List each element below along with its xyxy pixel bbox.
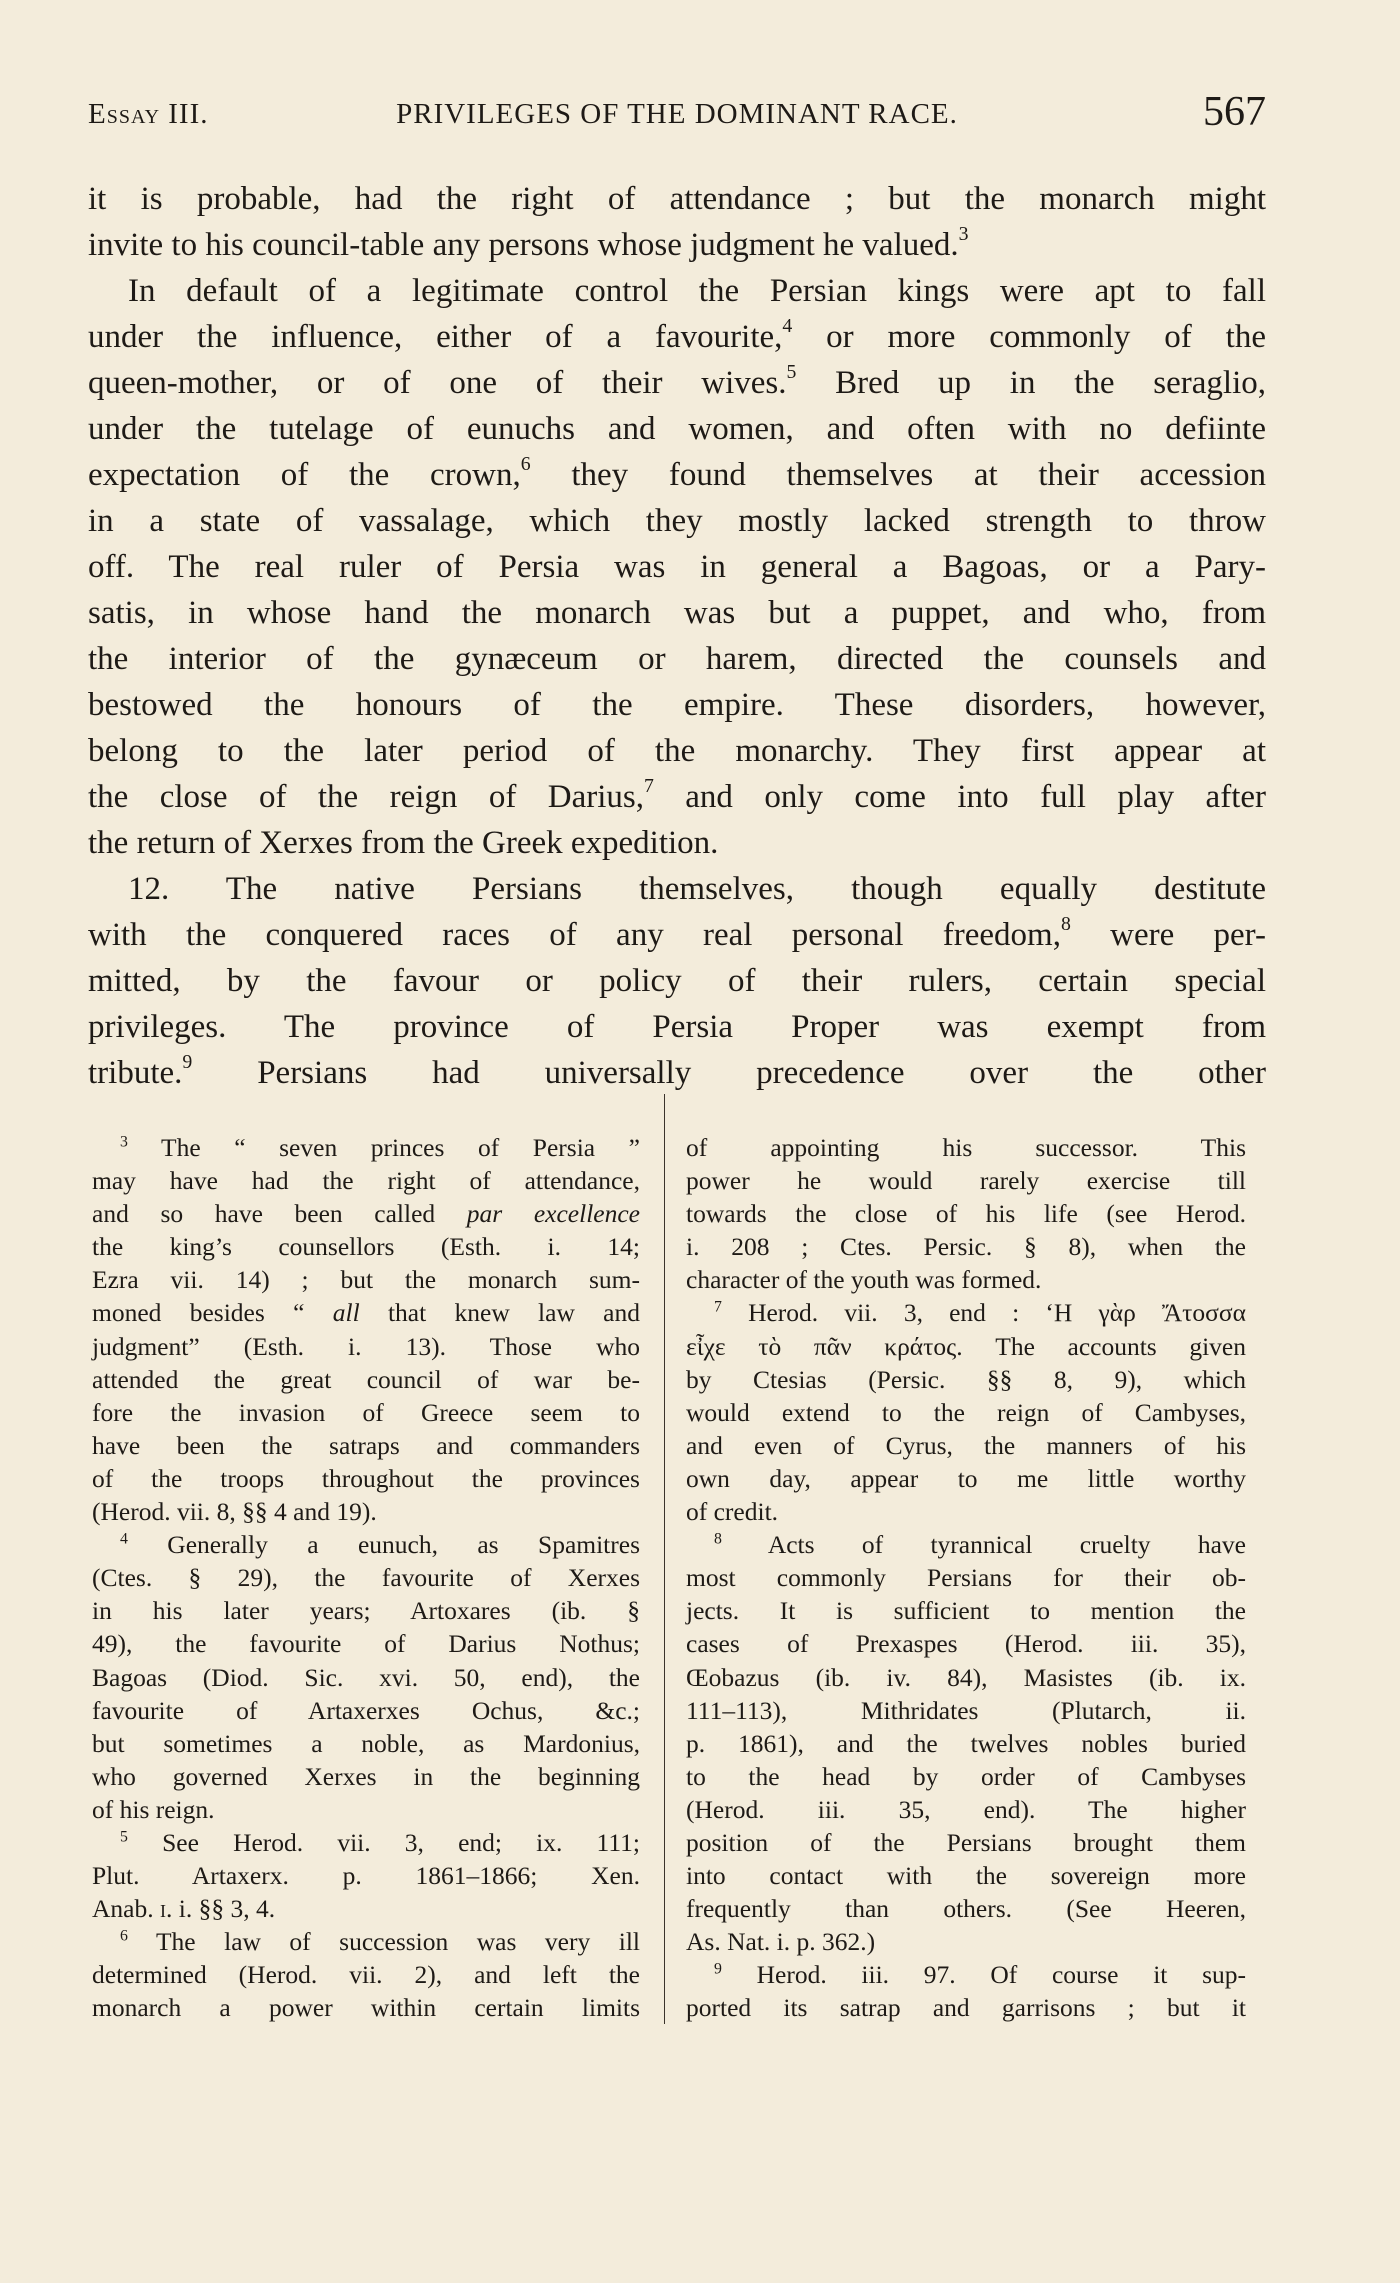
footnote-line: $^3$ The “ seven princes of Persia ”: [120, 1133, 640, 1162]
footnote-line: p. 1861), and the twelves nobles buried: [686, 1728, 1246, 1758]
body-line: 12. The native Persians themselves, though equally destitute: [128, 871, 1266, 907]
footnote-line: 49), the favourite of Darius Nothus;: [92, 1629, 640, 1659]
body-line: off. The real ruler of Persia was in general a Bagoas, or a Pary-: [88, 549, 1266, 585]
body-line: In default of a legitimate control the Persian kings were apt to fall: [128, 273, 1266, 309]
footnote-line: character of the youth was formed.: [686, 1265, 1042, 1295]
footnote-line: position of the Persians brought them: [686, 1827, 1246, 1857]
body-line: under the influence, either of a favourite,$^4$ or more commonly of the: [88, 315, 1266, 355]
body-line: queen-mother, or of one of their wives.$^5$ Bred up in the seraglio,: [88, 361, 1266, 401]
footnotes-left-column: [92, 1131, 640, 2025]
footnote-line: towards the close of his life (see Herod.: [686, 1199, 1246, 1229]
footnote-line: may have had the right of attendance,: [92, 1166, 640, 1196]
footnote-line: Plut. Artaxerx. p. 1861–1866; Xen.: [92, 1861, 640, 1891]
body-line: privileges. The province of Persia Proper was exempt from: [88, 1009, 1266, 1045]
body-line: the interior of the gynæceum or harem, directed the counsels and: [88, 641, 1266, 677]
footnote-line: to the head by order of Cambyses: [686, 1761, 1246, 1791]
footnote-line: (Herod. iii. 35, end). The higher: [686, 1794, 1246, 1824]
page-number: 567: [1203, 89, 1266, 135]
footnote-line: the king’s counsellors (Esth. i. 14;: [92, 1232, 640, 1262]
body-line: the return of Xerxes from the Greek expedition.: [88, 825, 719, 861]
footnote-line: Bagoas (Diod. Sic. xvi. 50, end), the: [92, 1662, 640, 1692]
footnote-line: judgment” (Esth. i. 13). Those who: [92, 1331, 640, 1361]
footnote-column-divider: [664, 1094, 665, 2024]
footnote-line: favourite of Artaxerxes Ochus, &c.;: [92, 1695, 640, 1725]
footnote-line: ported its satrap and garrisons ; but it: [686, 1993, 1246, 2023]
footnote-line: monarch a power within certain limits: [92, 1993, 640, 2023]
running-header: [88, 89, 1266, 140]
body-line: in a state of vassalage, which they mostly lacked strength to throw: [88, 503, 1266, 539]
body-text: [88, 176, 1266, 1096]
header-title: PRIVILEGES OF THE DOMINANT RACE.: [396, 98, 958, 130]
footnote-line: of appointing his successor. This: [686, 1133, 1246, 1162]
body-line: tribute.$^9$ Persians had universally precedence over the other: [88, 1051, 1266, 1091]
body-line: it is probable, had the right of attendance ; but the monarch might: [88, 181, 1266, 217]
footnote-line: own day, appear to me little worthy: [686, 1463, 1246, 1493]
footnote-line: of his reign.: [92, 1794, 215, 1824]
footnote-line: have been the satraps and commanders: [92, 1430, 640, 1460]
footnote-line: most commonly Persians for their ob-: [686, 1563, 1246, 1593]
footnote-line: Œobazus (ib. iv. 84), Masistes (ib. ix.: [686, 1662, 1246, 1692]
body-line: with the conquered races of any real personal freedom,$^8$ were per-: [88, 913, 1266, 953]
footnote-line: εἶχε τὸ πᾶν κράτος. The accounts given: [686, 1331, 1246, 1361]
footnote-line: who governed Xerxes in the beginning: [92, 1761, 640, 1791]
footnote-line: (Herod. vii. 8, §§ 4 and 19).: [92, 1497, 377, 1527]
footnote-line: fore the invasion of Greece seem to: [92, 1397, 640, 1427]
footnote-line: but sometimes a noble, as Mardonius,: [92, 1728, 640, 1758]
footnote-line: moned besides “ all that knew law and: [92, 1298, 641, 1328]
footnote-line: Anab. i. i. §§ 3, 4.: [92, 1894, 276, 1924]
footnote-line: $^5$ See Herod. vii. 3, end; ix. 111;: [120, 1827, 640, 1857]
header-essay: Essay III.: [88, 98, 209, 130]
footnote-line: by Ctesias (Persic. §§ 8, 9), which: [686, 1364, 1246, 1394]
body-line: invite to his council-table any persons whose judgment he valued.$^3$: [88, 223, 969, 263]
footnote-line: $^8$ Acts of tyrannical cruelty have: [714, 1530, 1246, 1560]
body-line: expectation of the crown,$^6$ they found themselves at their accession: [88, 453, 1266, 493]
body-line: belong to the later period of the monarchy. They first appear at: [88, 733, 1266, 769]
footnote-line: $^7$ Herod. vii. 3, end : ‘Η γὰρ Ἄτοσσα: [714, 1298, 1246, 1328]
footnote-line: 111–113), Mithridates (Plutarch, ii.: [686, 1695, 1246, 1725]
footnote-line: and even of Cyrus, the manners of his: [686, 1430, 1246, 1460]
footnote-line: attended the great council of war be-: [92, 1364, 640, 1394]
footnote-line: As. Nat. i. p. 362.): [686, 1927, 876, 1957]
footnote-line: of the troops throughout the provinces: [92, 1463, 640, 1493]
body-line: under the tutelage of eunuchs and women, and often with no defiinte: [88, 411, 1266, 447]
footnote-line: cases of Prexaspes (Herod. iii. 35),: [686, 1629, 1246, 1659]
footnote-line: frequently than others. (See Heeren,: [686, 1894, 1246, 1924]
footnote-line: jects. It is sufficient to mention the: [686, 1596, 1246, 1626]
footnote-line: and so have been called par excellence: [92, 1199, 640, 1229]
body-line: the close of the reign of Darius,$^7$ and only come into full play after: [88, 775, 1266, 815]
footnote-line: in his later years; Artoxares (ib. §: [92, 1596, 640, 1626]
footnote-line: $^4$ Generally a eunuch, as Spamitres: [120, 1530, 640, 1560]
footnote-line: $^9$ Herod. iii. 97. Of course it sup-: [714, 1960, 1246, 1990]
body-line: satis, in whose hand the monarch was but a puppet, and who, from: [88, 595, 1266, 631]
footnote-line: (Ctes. § 29), the favourite of Xerxes: [92, 1563, 640, 1593]
footnote-line: $^6$ The law of succession was very ill: [120, 1927, 640, 1957]
footnote-line: into contact with the sovereign more: [686, 1861, 1246, 1891]
footnote-line: power he would rarely exercise till: [686, 1166, 1246, 1196]
footnote-line: would extend to the reign of Cambyses,: [686, 1397, 1246, 1427]
body-line: bestowed the honours of the empire. These disorders, however,: [88, 687, 1266, 723]
footnote-line: i. 208 ; Ctes. Persic. § 8), when the: [686, 1232, 1246, 1262]
body-line: mitted, by the favour or policy of their rulers, certain special: [88, 963, 1266, 999]
footnote-line: Ezra vii. 14) ; but the monarch sum-: [92, 1265, 640, 1295]
footnotes-right-column: [686, 1131, 1246, 2025]
footnote-line: determined (Herod. vii. 2), and left the: [92, 1960, 640, 1990]
footnote-line: of credit.: [686, 1497, 779, 1527]
